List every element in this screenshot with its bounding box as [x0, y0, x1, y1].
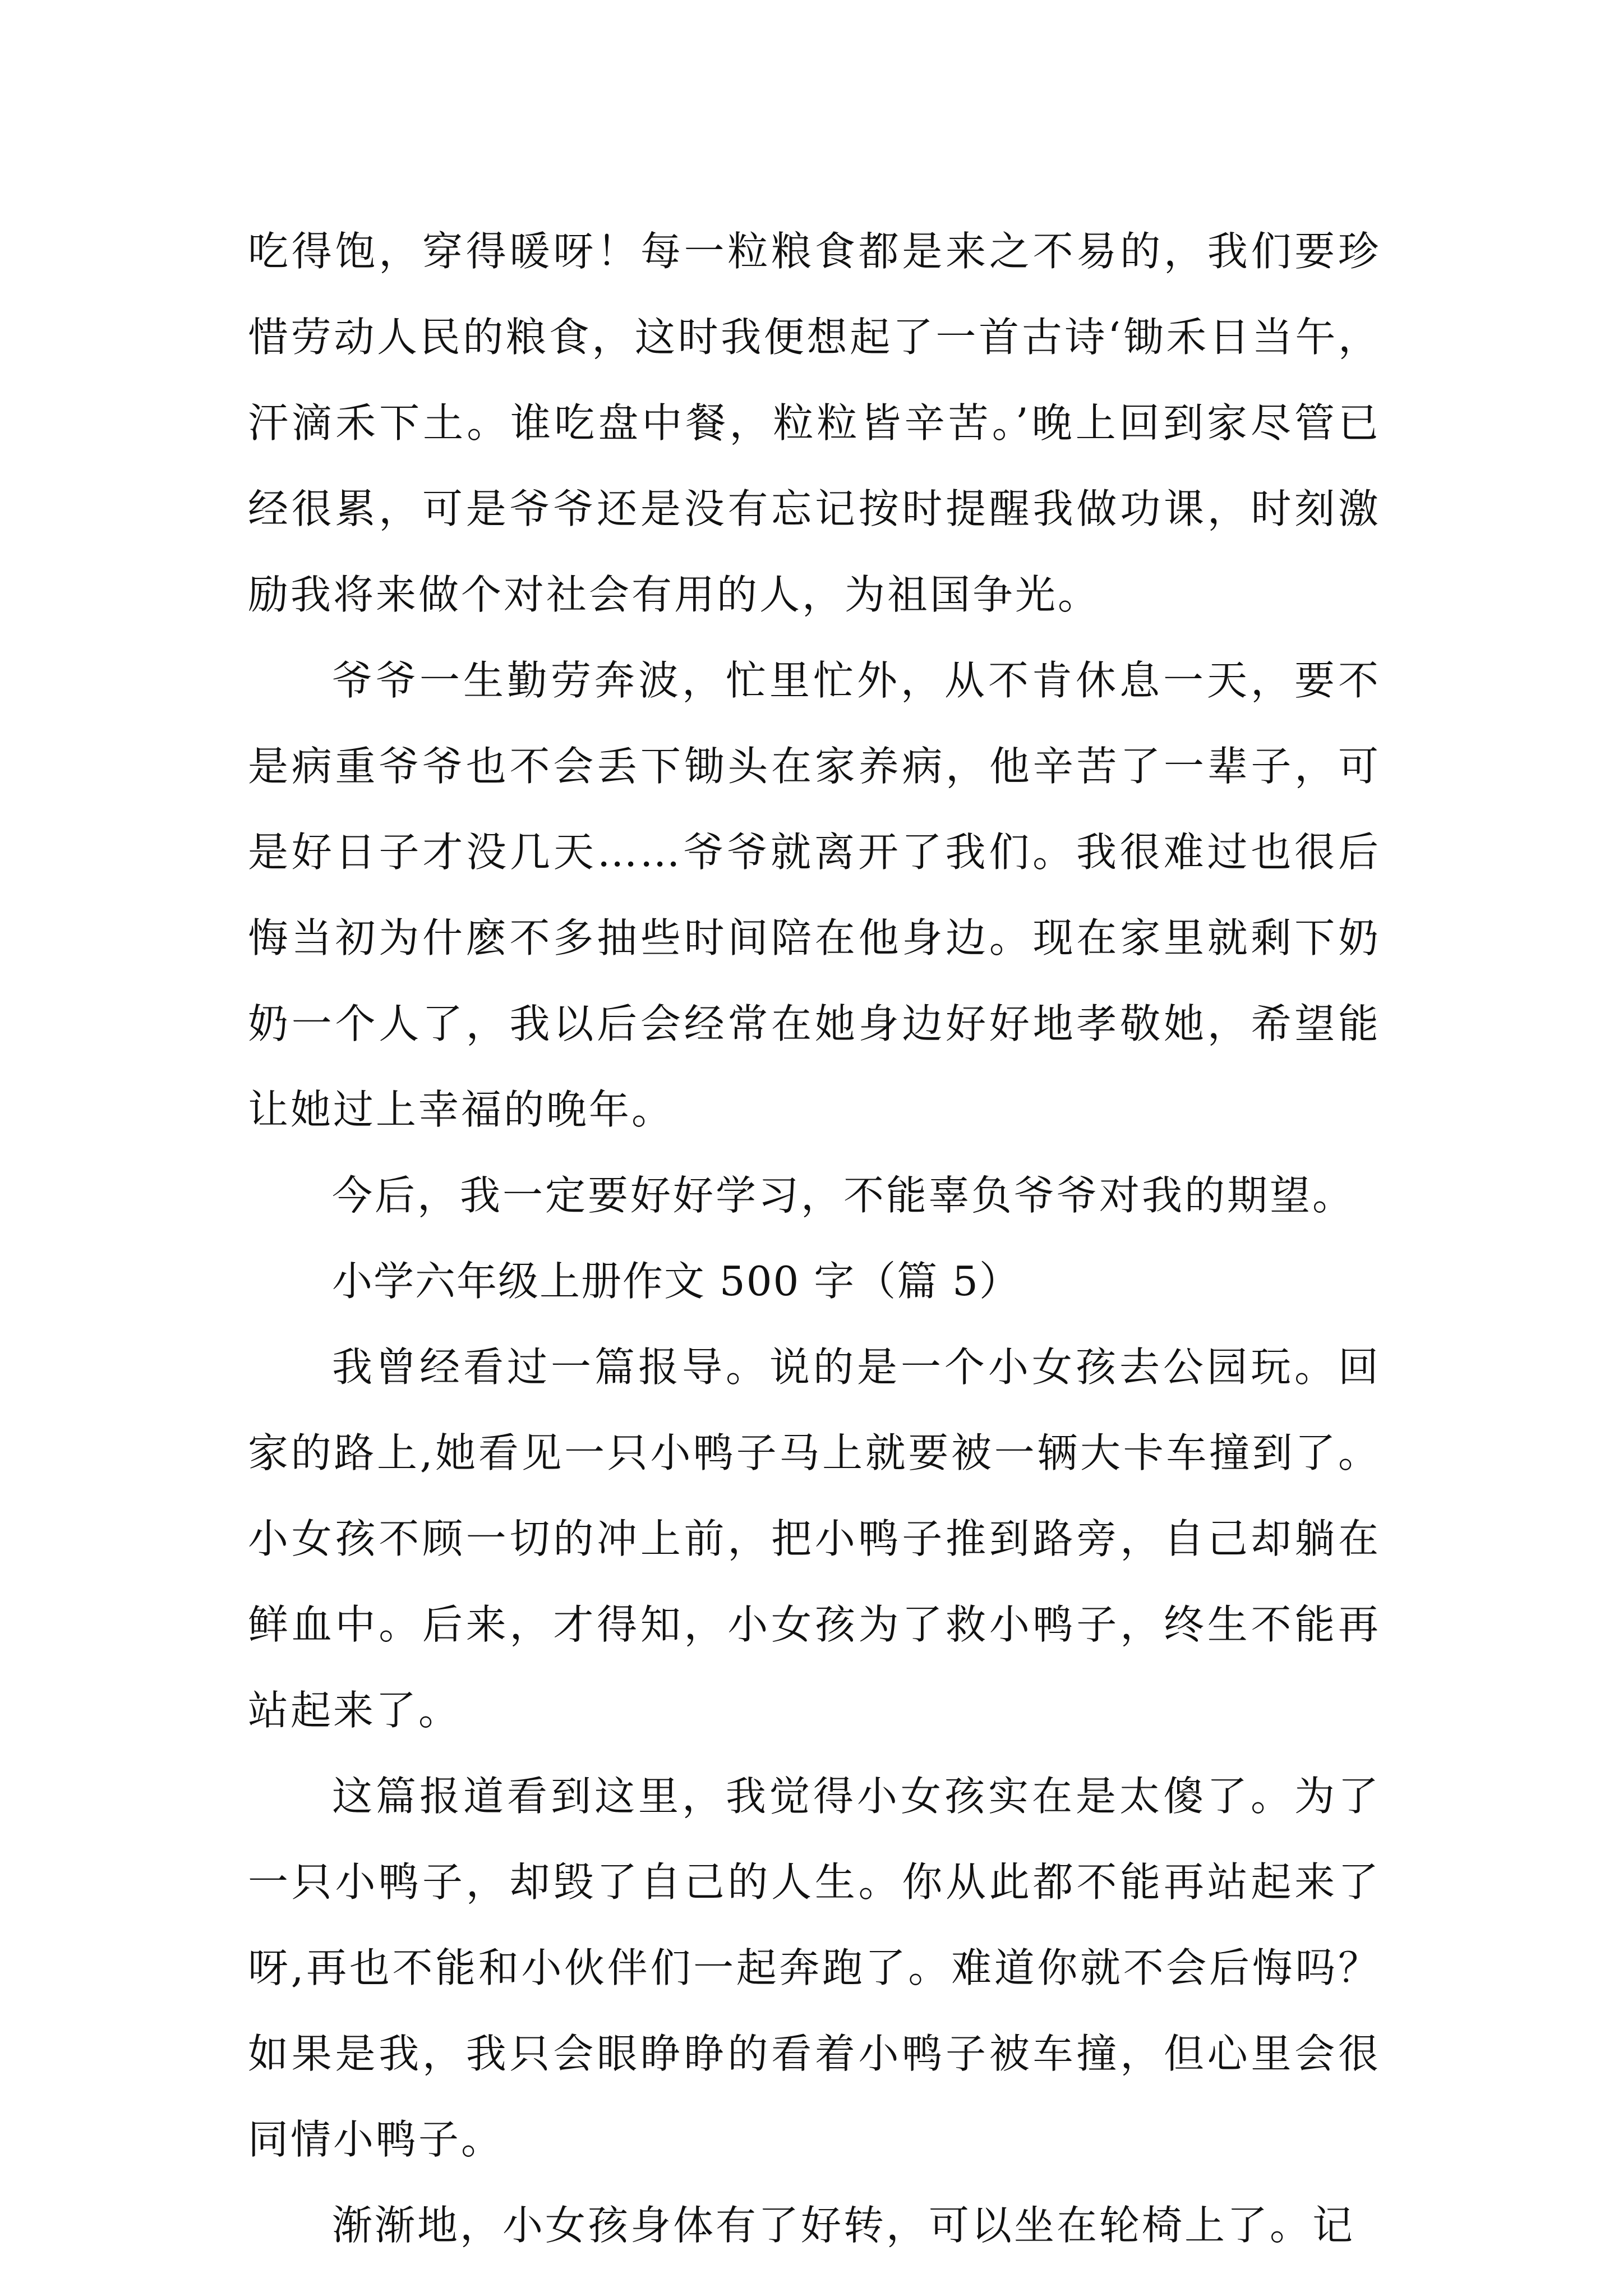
paragraph-reflection: 这篇报道看到这里，我觉得小女孩实在是太傻了。为了一只小鸭子，却毁了自己的人生。你从此都不能再站起来了呀,再也不能和小伙伴们一起奔跑了。难道你就不会后悔吗？如果是我，我只会眼睁睁的看着小鸭子被车撞，但心里会很同情小鸭子。: [248, 1773, 1381, 2163]
paragraph-news-report: 我曾经看过一篇报导。说的是一个小女孩去公园玩。回家的路上,她看见一只小鸭子马上就要被一辆大卡车撞到了。小女孩不顾一切的冲上前，把小鸭子推到路旁，自己却躺在鲜血中。后来，才得知，小女孩为了救小鸭子，终生不能再站起来了。: [248, 1343, 1381, 1734]
paragraph-recovery: 渐渐地，小女孩身体有了好转，可以坐在轮椅上了。记: [332, 2202, 1355, 2249]
paragraph-resolution: 今后，我一定要好好学习，不能辜负爷爷对我的期望。: [332, 1172, 1355, 1219]
document-body: [248, 209, 1381, 2269]
essay-heading: 小学六年级上册作文 500 字（篇 5）: [332, 1258, 1021, 1305]
paragraph-grandfather-life: 爷爷一生勤劳奔波，忙里忙外，从不肯休息一天，要不是病重爷爷也不会丢下锄头在家养病，他辛苦了一辈子，可是好日子才没几天……爷爷就离开了我们。我很难过也很后悔当初为什麽不多抽些时间陪在他身边。现在家里就剩下奶奶一个人了，我以后会经常在她身边好好地孝敬她，希望能让她过上幸福的晚年。: [248, 657, 1381, 1133]
paragraph-continuation: 吃得饱，穿得暖呀！每一粒粮食都是来之不易的，我们要珍惜劳动人民的粮食，这时我便想起了一首古诗‘锄禾日当午，汗滴禾下土。谁吃盘中餐，粒粒皆辛苦。’晚上回到家尽管已经很累，可是爷爷还是没有忘记按时提醒我做功课，时刻激励我将来做个对社会有用的人，为祖国争光。: [248, 228, 1381, 618]
